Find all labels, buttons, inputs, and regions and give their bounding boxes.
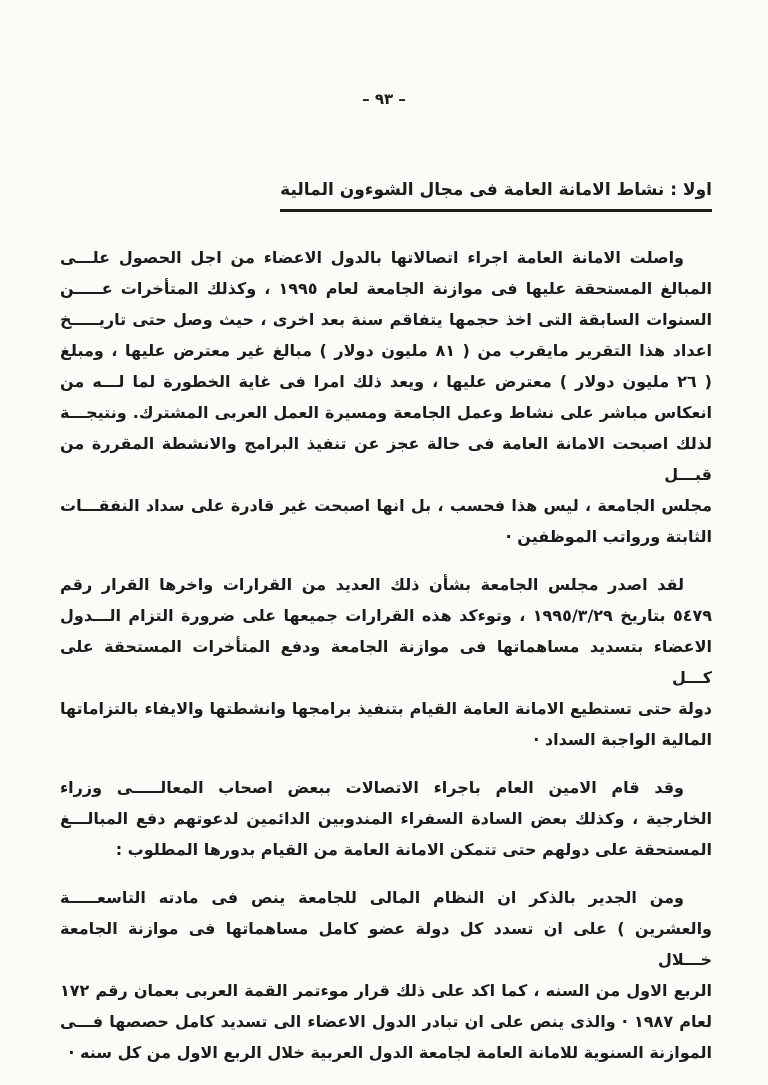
text-line: ( ٢٦ مليون دولار ) معترض عليها ، ويعد ذلك امرا فى غاية الخطورة لما لـــه من [60, 372, 712, 391]
text-line: اعداد هذا التقرير مايقرب من ( ٨١ مليون دولار ) مبالغ غير معترض عليها ، ومبلغ [60, 341, 713, 360]
page-number: – ٩٣ – [362, 90, 406, 108]
text-line: لعام ١٩٨٧ · والذى ينص على ان تبادر الدول الاعضاء الى تسديد كامل حصصها فـــى [60, 1012, 713, 1031]
text-line: ومن الجدير بالذكر ان النظام المالى للجامعة ينص فى مادته التاسعـــــة [60, 888, 684, 907]
paragraph-1 [60, 242, 712, 552]
paragraph-4 [60, 882, 712, 1068]
text-line: المستحقة على دولهم حتى تتمكن الامانة العامة من القيام بدورها المطلوب : [115, 840, 712, 859]
paragraph-3 [60, 772, 712, 865]
text-line: الثابتة ورواتب الموظفين · [505, 527, 712, 546]
text-line: الخارجية ، وكذلك بعض السادة السفراء المندوبين الدائمين لدعوتهم دفع المبالـــغ [60, 809, 712, 828]
text-line: المالية الواجبة السداد · [533, 730, 712, 749]
section-heading [60, 178, 712, 212]
text-line: انعكاس مباشر على نشاط وعمل الجامعة ومسيرة العمل العربى المشترك. ونتيجـــة [60, 403, 712, 422]
text-line: السنوات السابقة التى اخذ حجمها يتفاقم سنة بعد اخرى ، حيث وصل حتى تاريـــــخ [60, 310, 712, 329]
text-line: ٥٤٧٩ بتاريخ ١٩٩٥/٣/٢٩ ، وتوءكد هذه القرارات جميعها على ضرورة التزام الـــدول [60, 606, 713, 625]
paragraph-2 [60, 569, 712, 755]
text-line: لذلك اصبحت الامانة العامة فى حالة عجز عن تنفيذ البرامج والانشطة المقررة من قبـــل [60, 434, 712, 484]
text-line: المبالغ المستحقة عليها فى موازنة الجامعة لعام ١٩٩٥ ، وكذلك المتأخرات عـــــن [60, 279, 713, 298]
text-line: مجلس الجامعة ، ليس هذا فحسب ، بل انها اصبحت غير قادرة على سداد النفقـــات [60, 496, 712, 515]
document-body [60, 242, 712, 1068]
text-line: دولة حتى تستطيع الامانة العامة القيام بتنفيذ برامجها وانشطتها والايفاء بالتزاماتها [60, 699, 712, 718]
text-line: والعشرين ) على ان تسدد كل دولة عضو كامل مساهماتها فى موازنة الجامعة خـــلال [60, 919, 712, 969]
text-line: الربع الاول من السنه ، كما اكد على ذلك قرار موءتمر القمة العربى بعمان رقم ١٧٢ [60, 981, 712, 1000]
section-heading-text: اولا : نشاط الامانة العامة فى مجال الشوءون المالية [280, 178, 712, 212]
text-line: واصلت الامانة العامة اجراء اتصالاتها بالدول الاعضاء من اجل الحصول علـــى [60, 248, 684, 267]
text-line: لقد اصدر مجلس الجامعة بشأن ذلك العديد من القرارات واخرها القرار رقم [60, 575, 684, 594]
text-line: وقد قام الامين العام باجراء الاتصالات ببعض اصحاب المعالـــــى وزراء [60, 778, 684, 797]
text-line: الاعضاء بتسديد مساهماتها فى موازنة الجامعة ودفع المتأخرات المستحقة على كـــل [60, 637, 712, 687]
text-line: الموازنة السنوية للامانة العامة لجامعة الدول العربية خلال الربع الاول من كل سنه · [68, 1043, 712, 1062]
